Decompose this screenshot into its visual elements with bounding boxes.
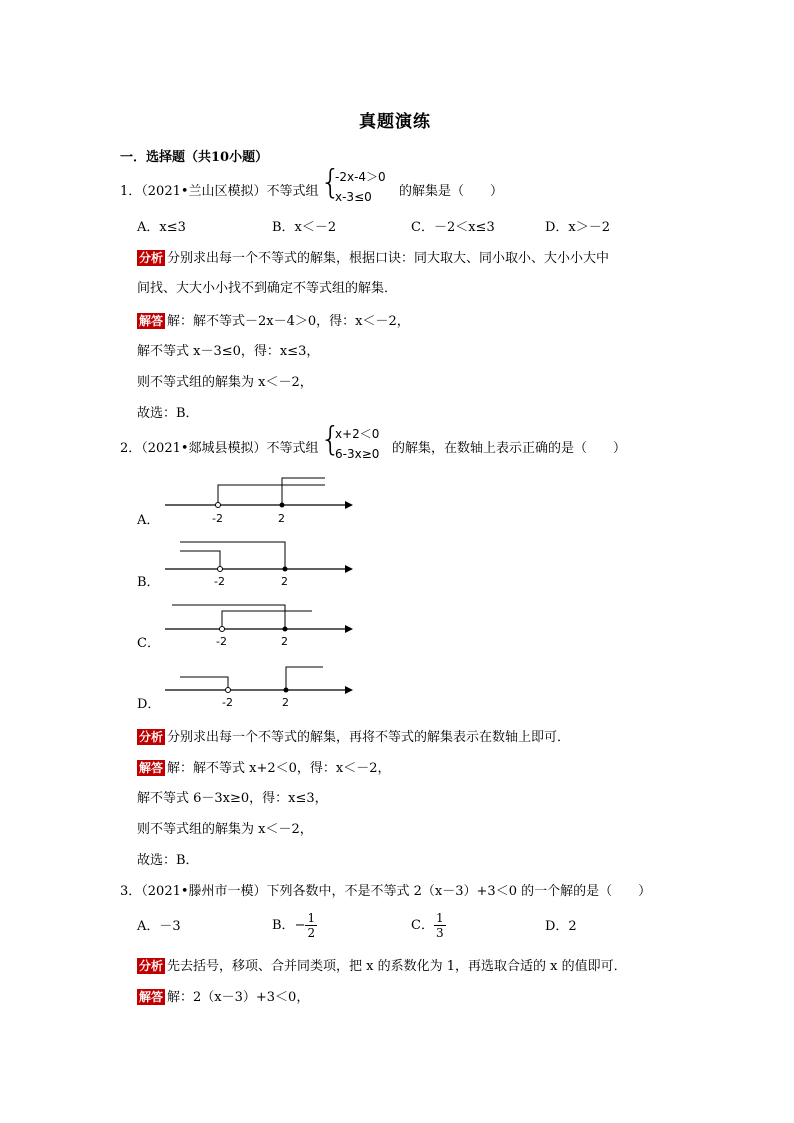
q1-answer-line-4: 故选：B． — [137, 406, 199, 421]
q2-system-line-1: x+2＜0 — [335, 427, 380, 441]
q3-option-d: D．2 — [545, 919, 577, 934]
q1-option-b: B．x＜－2 — [272, 220, 337, 235]
q2-number-line-d — [160, 658, 360, 713]
q2-system-line-2: 6-3x≥0 — [335, 447, 380, 461]
tick-label-neg2: -2 — [214, 575, 225, 588]
q1-system — [335, 167, 386, 207]
q1-prefix: 1．（2021•兰山区模拟）不等式组 — [120, 184, 319, 199]
q3-stem: 3．（2021•滕州市一模）下列各数中，不是不等式 2（x－3）+3＜0 的一个解的是（ ） — [120, 884, 652, 899]
q3-option-b-fraction — [305, 911, 317, 940]
fraction-denominator: 3 — [435, 926, 444, 940]
q3-option-b: B．− $\frac{1}{2}$ — [272, 911, 316, 940]
q3-answer-line-1: 解：2（x－3）+3＜0， — [167, 990, 310, 1005]
q2-answer — [137, 760, 391, 777]
q2-answer-line-3: 则不等式组的解集为 x＜－2， — [137, 822, 313, 837]
q2-answer-line-1: 解：解不等式 x+2＜0，得：x＜－2， — [167, 761, 391, 776]
fraction-denominator: 2 — [307, 926, 316, 940]
q2-analysis-text: 分别求出每一个不等式的解集，再将不等式的解集表示在数轴上即可． — [167, 730, 571, 745]
analysis-tag: 分析 — [139, 251, 164, 265]
fraction-numerator: 1 — [307, 911, 316, 925]
q2-answer-line-4: 故选：B． — [137, 853, 199, 868]
tick-label-2: 2 — [281, 575, 288, 588]
tick-label-2: 2 — [282, 696, 289, 709]
q2-option-d-label: D． — [137, 697, 161, 712]
q2-analysis — [137, 729, 570, 746]
q1-answer-line-1: 解：解不等式－2x－4＞0，得：x＜－2， — [167, 314, 410, 329]
page-title: 真题演练 — [359, 112, 431, 132]
q1-analysis-line-2: 间找、大大小小找不到确定不等式组的解集． — [137, 281, 398, 296]
q2-option-a-label: A． — [137, 513, 160, 528]
q1-brace: { — [320, 162, 341, 201]
q1-answer-line-3: 则不等式组的解集为 x＜－2， — [137, 375, 313, 390]
section-heading: 一．选择题（共10小题） — [120, 150, 269, 165]
q1-option-d: D．x＞－2 — [545, 220, 611, 235]
q3-option-c-label: C． — [411, 918, 434, 933]
q2-brace: { — [320, 419, 341, 458]
q1-analysis-line-1: 分别求出每一个不等式的解集，根据口诀：同大取大、同小取小、大小小大中 — [167, 251, 610, 266]
q1-answer — [137, 313, 410, 330]
analysis-tag: 分析 — [139, 959, 164, 973]
q1-option-c: C．－2＜x≤3 — [411, 220, 495, 235]
q2-answer-line-2: 解不等式 6－3x≥0，得：x≤3， — [137, 791, 328, 806]
analysis-tag: 分析 — [139, 730, 164, 744]
q2-option-b-label: B． — [137, 575, 160, 590]
q3-analysis — [137, 958, 627, 975]
q2-number-line-b — [160, 535, 360, 590]
q3-option-b-label: B． — [272, 918, 295, 933]
q1-analysis — [137, 250, 609, 267]
q1-system-line-2: x-3≤0 — [335, 190, 372, 204]
tick-label-neg2: -2 — [216, 635, 227, 648]
q1-option-a: A．x≤3 — [137, 220, 186, 235]
tick-label-2: 2 — [281, 635, 288, 648]
q3-analysis-text: 先去括号，移项、合并同类项，把 x 的系数化为 1，再选取合适的 x 的值即可． — [167, 959, 627, 974]
q1-system-line-1: -2x-4＞0 — [335, 170, 386, 184]
answer-tag: 解答 — [139, 761, 164, 775]
q3-option-c-fraction — [434, 911, 446, 940]
q2-system — [335, 424, 379, 464]
tick-label-neg2: -2 — [212, 512, 223, 525]
q3-answer — [137, 989, 309, 1006]
q2-prefix: 2．（2021•郯城县模拟）不等式组 — [120, 441, 319, 456]
q3-option-c — [411, 911, 446, 940]
answer-tag: 解答 — [139, 990, 164, 1004]
q3-option-a: A．－3 — [137, 919, 181, 934]
fraction-numerator: 1 — [435, 911, 444, 925]
tick-label-2: 2 — [278, 512, 285, 525]
q1-suffix: 的解集是（ ） — [399, 184, 504, 199]
q2-suffix: 的解集，在数轴上表示正确的是（ ） — [392, 441, 627, 456]
answer-tag: 解答 — [139, 314, 164, 328]
q2-number-line-a — [160, 472, 360, 527]
q1-answer-line-2: 解不等式 x－3≤0，得：x≤3， — [137, 344, 320, 359]
tick-label-neg2: -2 — [222, 696, 233, 709]
q2-number-line-c — [160, 597, 360, 652]
q2-option-c-label: C． — [137, 636, 160, 651]
